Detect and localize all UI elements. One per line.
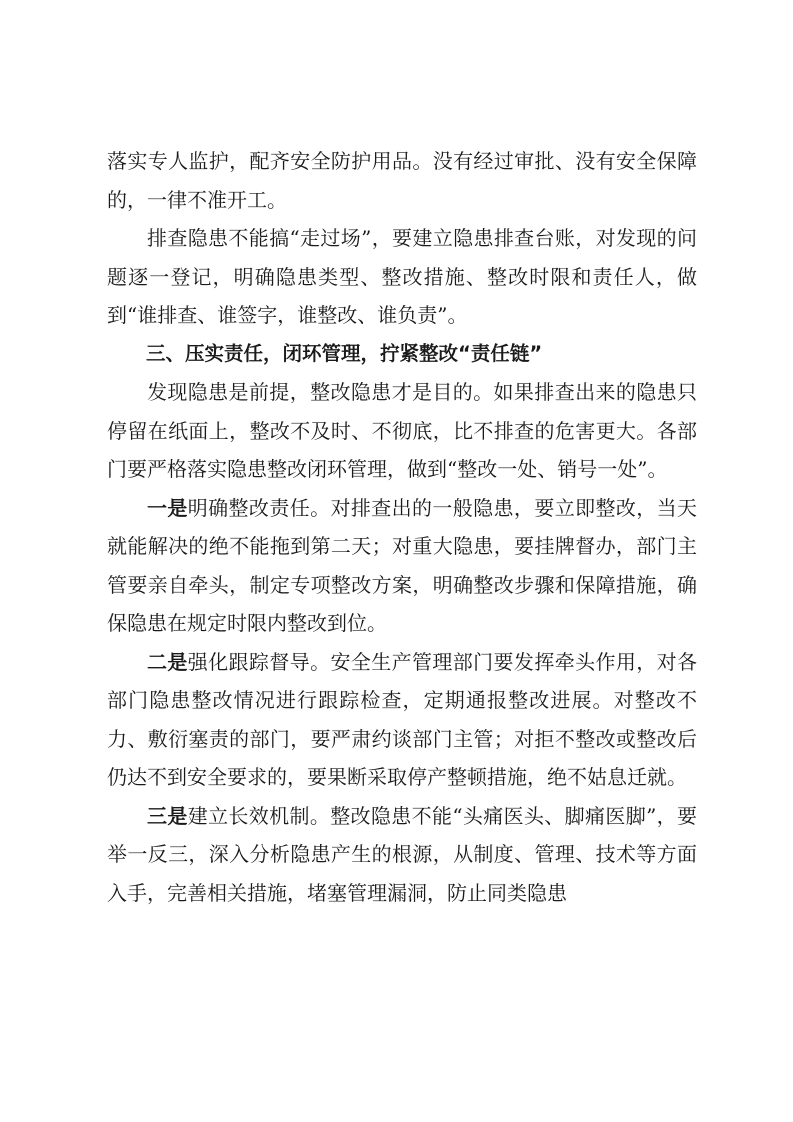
paragraph-point-3 xyxy=(107,797,697,913)
paragraph-hazard-ledger xyxy=(107,219,697,335)
paragraph-point-1 xyxy=(107,489,697,643)
paragraph-text: 明确整改责任。对排查出的一般隐患，要立即整改，当天就能解决的绝不能拖到第二天；对重大隐患，要挂牌督办，部门主管要亲自牵头，制定专项整改方案，明确整改步骤和保障措施，确保隐患在规定时限内整改到位。 xyxy=(107,495,698,635)
paragraph-text: 建立长效机制。整改隐患不能“头痛医头、脚痛医脚”，要举一反三，深入分析隐患产生的根源，从制度、管理、技术等方面入手，完善相关措施，堵塞管理漏洞，防止同类隐患 xyxy=(107,803,698,905)
point-lead: 三是 xyxy=(147,803,188,828)
paragraph-text: 排查隐患不能搞“走过场”，要建立隐患排查台账，对发现的问题逐一登记，明确隐患类型、整改措施、整改时限和责任人，做到“谁排查、谁签字，谁整改、谁负责”。 xyxy=(107,226,697,327)
paragraph-text: 落实专人监护，配齐安全防护用品。没有经过审批、没有安全保障的，一律不准开工。 xyxy=(107,149,697,212)
point-lead: 二是 xyxy=(147,649,188,674)
document-body xyxy=(107,142,697,912)
paragraph-text: 发现隐患是前提，整改隐患才是目的。如果排查出来的隐患只停留在纸面上，整改不及时、不彻底，比不排查的危害更大。各部门要严格落实隐患整改闭环管理，做到“整改一处、销号一处”。 xyxy=(107,380,697,481)
point-lead: 一是 xyxy=(147,495,188,520)
paragraph-closed-loop xyxy=(107,373,697,489)
section-heading-3 xyxy=(107,335,697,374)
paragraph-point-2 xyxy=(107,643,697,797)
paragraph-text: 强化跟踪督导。安全生产管理部门要发挥牵头作用，对各部门隐患整改情况进行跟踪检查，定期通报整改进展。对整改不力、敷衍塞责的部门，要严肃约谈部门主管；对拒不整改或整改后仍达不到安全要求的，要果断采取停产整顿措施，绝不姑息迁就。 xyxy=(107,649,698,789)
paragraph-continuation xyxy=(107,142,697,219)
heading-text: 三、压实责任，闭环管理，拧紧整改“责任链” xyxy=(146,341,543,365)
